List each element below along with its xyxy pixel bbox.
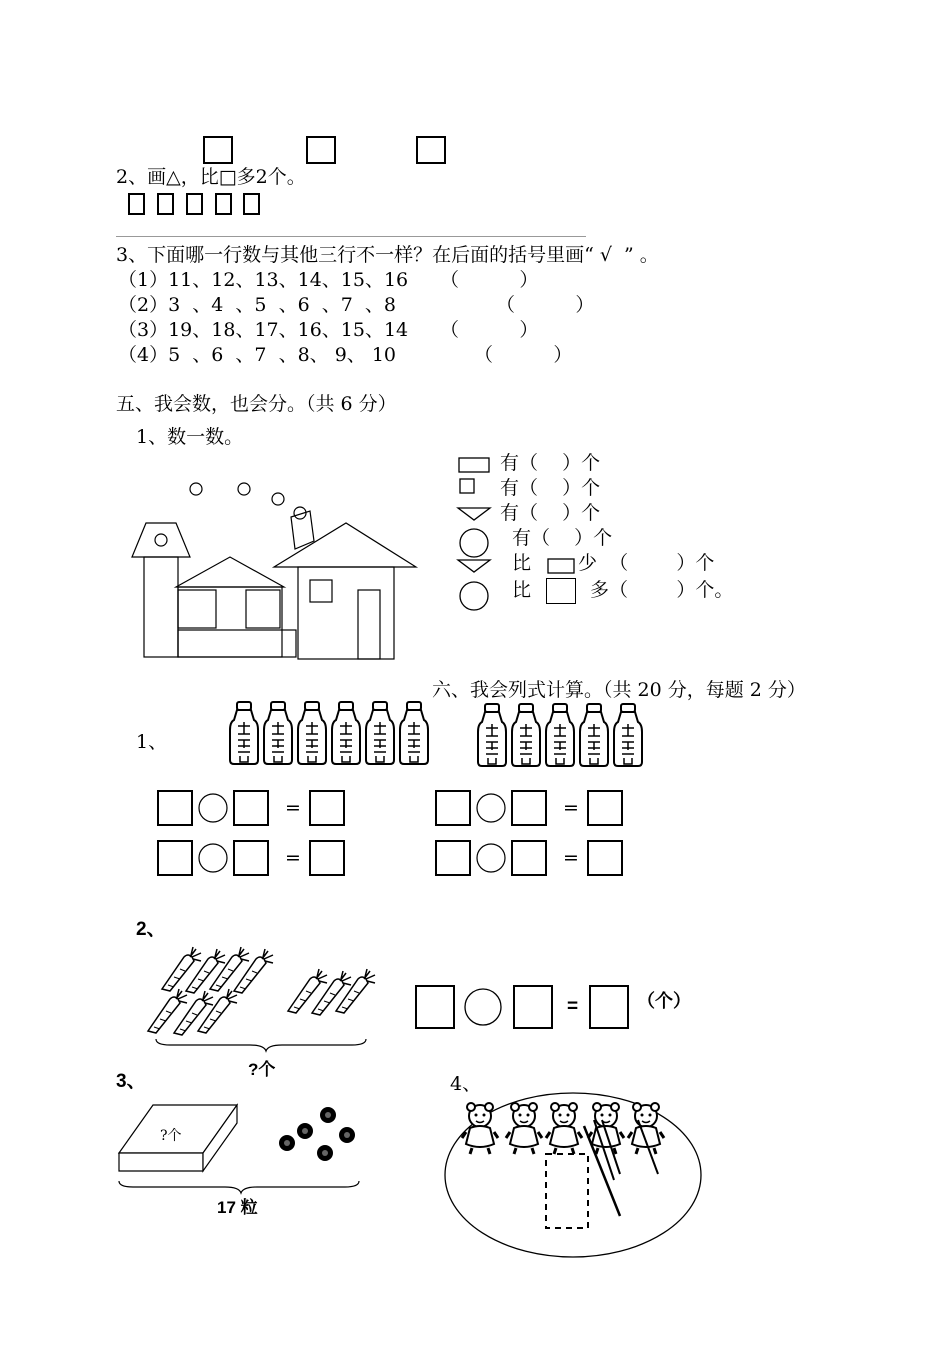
q2-answer-square-3 (186, 193, 203, 215)
house-figure (128, 475, 428, 665)
bottle-9 (544, 702, 576, 768)
section6-q3-label: 3、 (116, 1071, 146, 1092)
bottle-6 (398, 700, 430, 766)
beads-brace (119, 1181, 359, 1193)
bottle-7 (476, 702, 508, 768)
q3-row-2-paren: （ ） (496, 294, 595, 316)
section6-heading: 六、我会列式计算。（共 20 分，每题 2 分） (432, 679, 806, 701)
eq-q2-box-a (415, 985, 455, 1029)
count-line-6-post: 多（ ）个。 (590, 579, 734, 601)
eq-box-b (511, 840, 547, 876)
bottle-3 (296, 700, 328, 766)
eq-box-result (587, 790, 623, 826)
eq-equals: = (563, 847, 579, 869)
count-line-1: 有（ ）个 (500, 452, 601, 474)
count-line-4: 有（ ）个 (512, 527, 613, 549)
q2-square-1 (203, 136, 233, 164)
eq-equals: = (285, 797, 301, 819)
equation-row-2-left (157, 840, 357, 880)
big-window (310, 580, 332, 602)
carrots-brace-label: ?个 (248, 1060, 276, 1079)
triangle-icon-2 (458, 560, 490, 572)
q2-answer-square-5 (243, 193, 260, 215)
beads (279, 1107, 355, 1161)
eq-box-result (309, 790, 345, 826)
tower-window (155, 534, 167, 546)
bottle-11 (612, 702, 644, 768)
q2-square-3 (416, 136, 446, 164)
eq-box-a (435, 840, 471, 876)
box-and-beads-figure (115, 1095, 365, 1195)
q3-row-1-paren: （ ） (440, 269, 539, 291)
count-square-compare (546, 578, 576, 604)
carrots-brace (156, 1039, 366, 1051)
equation-q2 (415, 985, 705, 1031)
bottle-group-right (476, 702, 646, 772)
eq-equals: = (563, 797, 579, 819)
circle-icon-1 (460, 529, 488, 557)
section6-q1-label: 1、 (136, 731, 168, 753)
middle-window-right (246, 590, 280, 628)
q2-answer-square-4 (215, 193, 232, 215)
chimney (291, 511, 314, 549)
bottle-2 (262, 700, 294, 766)
q3-row-4: （4）5 、6 、7 、8、 9、 10 (118, 344, 397, 366)
middle-window-left (178, 590, 216, 628)
eq-equals: = (285, 847, 301, 869)
eq-box-a (157, 840, 193, 876)
bottle-1 (228, 700, 260, 766)
bottle-5 (364, 700, 396, 766)
middle-base (178, 630, 296, 657)
equation-row-1-right (435, 790, 635, 830)
smoke-circle-3 (272, 493, 284, 505)
bottle-8 (510, 702, 542, 768)
operator-circle (475, 842, 507, 874)
operator-circle (197, 842, 229, 874)
eq-box-b (233, 790, 269, 826)
q2-answer-square-2 (157, 193, 174, 215)
count-line-2: 有（ ）个 (500, 477, 601, 499)
eq-box-result (309, 840, 345, 876)
tower-body (144, 557, 178, 657)
carrots-figure (140, 945, 390, 1045)
triangle-icon-1 (458, 508, 490, 520)
rectangle-icon (459, 458, 489, 472)
square-icon (460, 479, 474, 493)
q3-row-4-paren: （ ） (474, 344, 573, 366)
q2-answer-square-1 (128, 193, 145, 215)
section6-q2-label: 2、 (136, 919, 166, 940)
count-line-3: 有（ ）个 (500, 502, 601, 524)
big-roof (274, 523, 416, 567)
middle-roof (176, 557, 284, 587)
tower-roof (132, 523, 190, 557)
beads-brace-label: 17 粒 (217, 1198, 258, 1217)
q3-row-1: （1）11、12、13、14、15、16 (118, 269, 409, 291)
equation-row-1-left (157, 790, 357, 830)
eq-box-a (157, 790, 193, 826)
q3-question: 3、下面哪一行数与其他三行不一样？在后面的括号里画“ √ ” 。 (116, 244, 659, 266)
bottle-group-left (228, 700, 428, 770)
q2-text: 2、画△，比□多2个。 (116, 166, 306, 188)
count-line-5-post: 少 （ ）个 (578, 552, 715, 574)
operator-circle (197, 792, 229, 824)
smoke-circle-2 (238, 483, 250, 495)
dashed-group (546, 1154, 588, 1228)
q2-divider (116, 236, 586, 237)
count-line-6-pre: 比 (512, 579, 532, 601)
big-door (358, 590, 380, 659)
middle-body (178, 587, 282, 657)
q2-square-2 (306, 136, 336, 164)
eq-q2-box-b (513, 985, 553, 1029)
smoke-circle-1 (190, 483, 202, 495)
bears-figure (444, 1090, 704, 1260)
eq-box-b (233, 840, 269, 876)
q3-row-2: （2）3 、4 、5 、6 、7 、8 (118, 294, 397, 316)
bottle-10 (578, 702, 610, 768)
eq-q2-box-result (589, 985, 629, 1029)
rectangle-icon-2 (548, 559, 574, 573)
operator-circle (463, 987, 503, 1027)
section6-q4-label: 4、 (450, 1073, 482, 1095)
section5-heading: 五、我会数，也会分。（共 6 分） (116, 393, 397, 415)
section5-sub1: 1、数一数。 (136, 426, 244, 448)
count-line-5-pre: 比 (512, 552, 532, 574)
q3-row-3: （3）19、18、17、16、15、14 (118, 319, 409, 341)
box-label: ?个 (160, 1128, 182, 1144)
eq-box-a (435, 790, 471, 826)
bottle-4 (330, 700, 362, 766)
circle-icon-2 (460, 582, 488, 610)
q3-row-3-paren: （ ） (440, 319, 539, 341)
operator-circle (475, 792, 507, 824)
eq-box-result (587, 840, 623, 876)
eq-q2-unit: （个） (637, 991, 691, 1011)
eq-q2-equals: = (567, 996, 579, 1017)
equation-row-2-right (435, 840, 635, 880)
box-front (119, 1153, 203, 1171)
eq-box-b (511, 790, 547, 826)
